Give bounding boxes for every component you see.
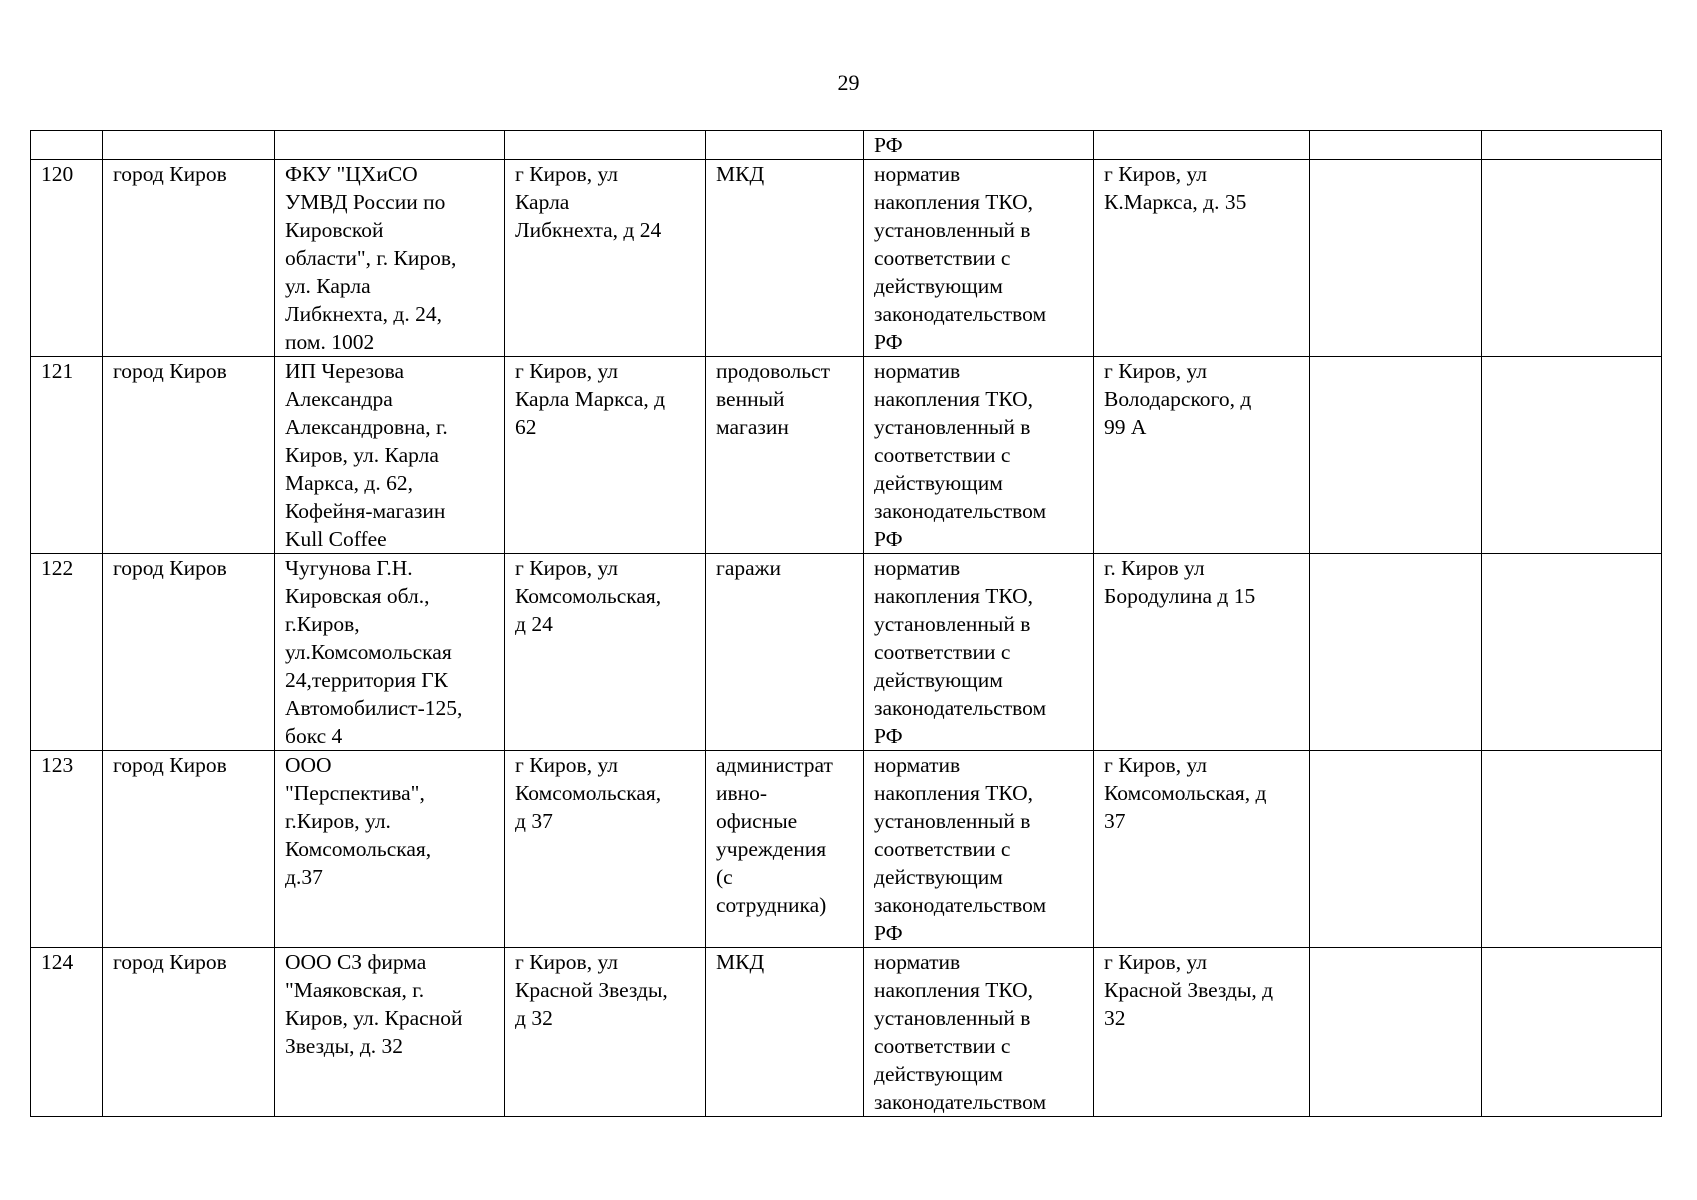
cell-owner: ИП Черезова Александра Александровна, г. Киров, ул. Карла Маркса, д. 62, Кофейня-магазин Kull Coffee [275, 357, 505, 554]
cell-extra1 [1310, 160, 1482, 357]
cell-norm: РФ [864, 131, 1094, 160]
registry-table [30, 130, 1662, 1117]
cell-address: г Киров, ул Комсомольская, д 37 [505, 751, 706, 948]
cell-extra2 [1482, 948, 1662, 1117]
cell-extra2 [1482, 751, 1662, 948]
cell-address [505, 131, 706, 160]
cell-num: 124 [31, 948, 103, 1117]
table-row [31, 554, 1662, 751]
cell-num: 123 [31, 751, 103, 948]
cell-address: г Киров, ул Комсомольская, д 24 [505, 554, 706, 751]
cell-site: г. Киров ул Бородулина д 15 [1094, 554, 1310, 751]
cell-num [31, 131, 103, 160]
table-row [31, 160, 1662, 357]
cell-owner: ООО "Перспектива", г.Киров, ул. Комсомольская, д.37 [275, 751, 505, 948]
cell-owner [275, 131, 505, 160]
cell-norm: норматив накопления ТКО, установленный в соответствии с действующим законодательством РФ [864, 160, 1094, 357]
cell-extra1 [1310, 751, 1482, 948]
cell-site: г Киров, ул Красной Звезды, д 32 [1094, 948, 1310, 1117]
cell-source: гаражи [706, 554, 864, 751]
cell-site: г Киров, ул Володарского, д 99 А [1094, 357, 1310, 554]
table-row-continuation [31, 131, 1662, 160]
cell-owner: Чугунова Г.Н. Кировская обл., г.Киров, ул.Комсомольская 24,территория ГК Автомобилист-125, бокс 4 [275, 554, 505, 751]
cell-address: г Киров, ул Красной Звезды, д 32 [505, 948, 706, 1117]
cell-source: администрат ивно- офисные учреждения (с сотрудника) [706, 751, 864, 948]
cell-source [706, 131, 864, 160]
cell-address: г Киров, ул Карла Либкнехта, д 24 [505, 160, 706, 357]
table-row [31, 357, 1662, 554]
cell-locality: город Киров [103, 948, 275, 1117]
cell-locality: город Киров [103, 751, 275, 948]
cell-extra2 [1482, 357, 1662, 554]
table-row [31, 948, 1662, 1117]
cell-norm: норматив накопления ТКО, установленный в соответствии с действующим законодательством РФ [864, 751, 1094, 948]
cell-owner: ФКУ "ЦХиСО УМВД России по Кировской области", г. Киров, ул. Карла Либкнехта, д. 24, пом. 1002 [275, 160, 505, 357]
cell-locality: город Киров [103, 160, 275, 357]
cell-site: г Киров, ул К.Маркса, д. 35 [1094, 160, 1310, 357]
cell-owner: ООО СЗ фирма "Маяковская, г. Киров, ул. Красной Звезды, д. 32 [275, 948, 505, 1117]
cell-extra2 [1482, 160, 1662, 357]
cell-norm: норматив накопления ТКО, установленный в соответствии с действующим законодательством [864, 948, 1094, 1117]
page-number: 29 [837, 70, 860, 95]
cell-extra2 [1482, 131, 1662, 160]
cell-source: продовольст венный магазин [706, 357, 864, 554]
cell-extra1 [1310, 554, 1482, 751]
cell-locality [103, 131, 275, 160]
cell-norm: норматив накопления ТКО, установленный в соответствии с действующим законодательством РФ [864, 554, 1094, 751]
cell-num: 121 [31, 357, 103, 554]
cell-num: 122 [31, 554, 103, 751]
table-row [31, 751, 1662, 948]
cell-source: МКД [706, 948, 864, 1117]
cell-source: МКД [706, 160, 864, 357]
cell-locality: город Киров [103, 554, 275, 751]
cell-address: г Киров, ул Карла Маркса, д 62 [505, 357, 706, 554]
cell-extra1 [1310, 131, 1482, 160]
cell-site: г Киров, ул Комсомольская, д 37 [1094, 751, 1310, 948]
cell-locality: город Киров [103, 357, 275, 554]
cell-num: 120 [31, 160, 103, 357]
cell-extra1 [1310, 948, 1482, 1117]
cell-extra2 [1482, 554, 1662, 751]
cell-norm: норматив накопления ТКО, установленный в соответствии с действующим законодательством РФ [864, 357, 1094, 554]
cell-site [1094, 131, 1310, 160]
cell-extra1 [1310, 357, 1482, 554]
